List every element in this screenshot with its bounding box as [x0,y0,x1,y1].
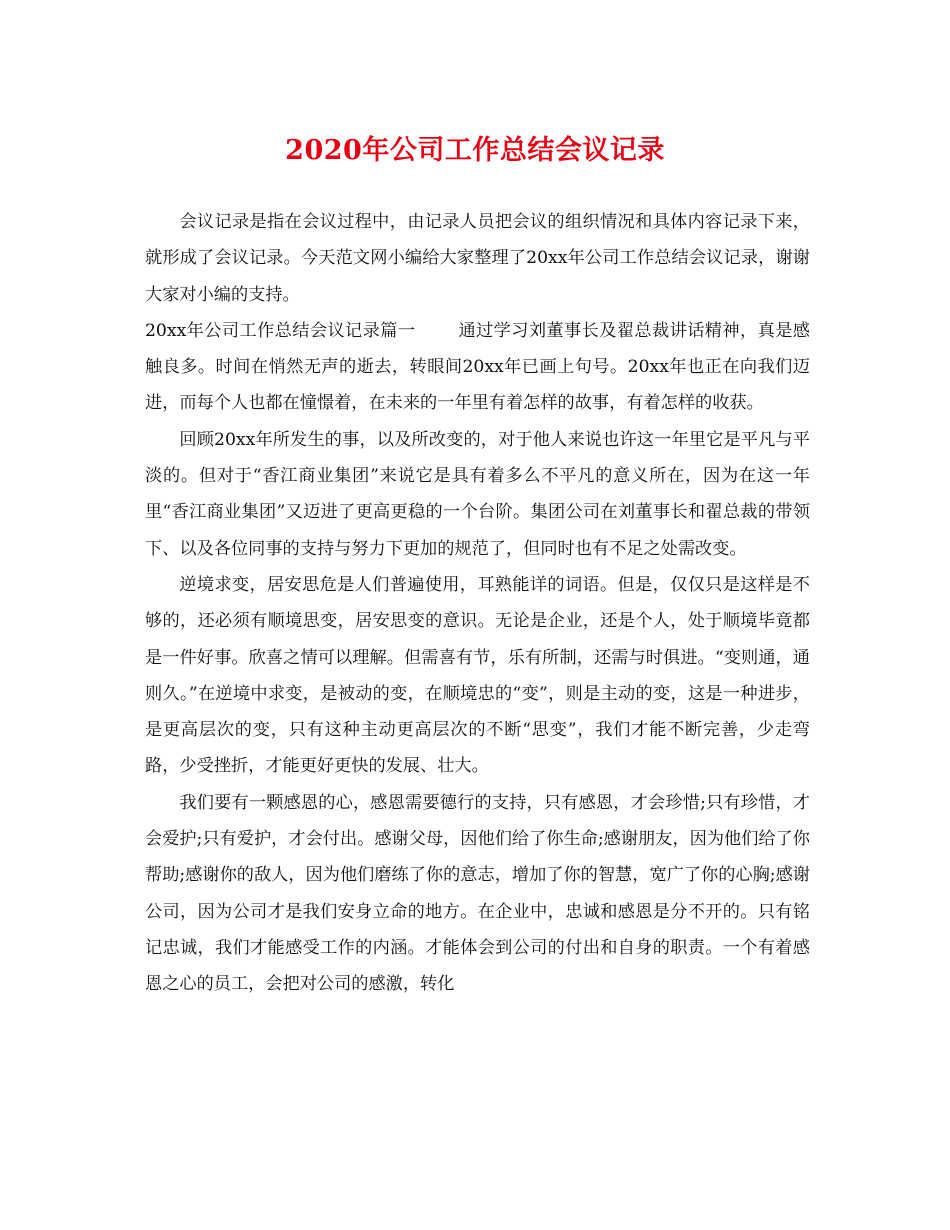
body-paragraph-gratitude: 我们要有一颗感恩的心，感恩需要德行的支持，只有感恩，才会珍惜;只有珍惜，才会爱护;只有爱护，才会付出。感谢父母，因他们给了你生命;感谢朋友，因为他们给了你帮助;感谢你的敌人，因为他们磨练了你的意志，增加了你的智慧，宽广了你的心胸;感谢公司，因为公司才是我们安身立命的地方。在企业中，忠诚和感恩是分不开的。只有铭记忠诚，我们才能感受工作的内涵。才能体会到公司的付出和自身的职责。一个有着感恩之心的员工，会把对公司的感激，转化 [145,792,810,995]
body-paragraph-change: 逆境求变，居安思危是人们普遍使用，耳熟能详的词语。但是，仅仅只是这样是不够的，还必须有顺境思变，居安思变的意识。无论是企业，还是个人，处于顺境毕竟都是一件好事。欣喜之情可以理解。但需喜有节，乐有所制，还需与时俱进。“变则通，通则久。”在逆境中求变，是被动的变，在顺境忠的“变”，则是主动的变，这是一种进步，是更高层次的变，只有这种主动更高层次的不断“思变”，我们才能不断完善，少走弯路，少受挫折，才能更好更快的发展、壮大。 [145,574,810,777]
document-body [145,204,810,1003]
section-first-text: 通过学习刘董事长及翟总裁讲话精神，真是感触良多。时间在悄然无声的逝去，转眼间20xx年已画上句号。20xx年也正在向我们迈进，而每个人也都在憧憬着，在未来的一年里有着怎样的故事，有着怎样的收获。 [145,320,810,414]
intro-paragraph: 会议记录是指在会议过程中，由记录人员把会议的组织情况和具体内容记录下来，就形成了会议记录。今天范文网小编给大家整理了20xx年公司工作总结会议记录，谢谢大家对小编的支持。 [145,212,810,305]
section-heading: 20xx年公司工作总结会议记录篇一 [145,320,416,341]
section-first-paragraph [145,313,810,422]
body-paragraph-review: 回顾20xx年所发生的事，以及所改变的，对于他人来说也许这一年里它是平凡与平淡的。但对于“香江商业集团”来说它是具有着多么不平凡的意义所在，因为在这一年里“香江商业集团”又迈进了更高更稳的一个台阶。集团公司在刘董事长和翟总裁的带领下、以及各位同事的支持与努力下更加的规范了，但同时也有不足之处需改变。 [145,429,810,559]
document-title: 2020年公司工作总结会议记录 [285,135,665,166]
